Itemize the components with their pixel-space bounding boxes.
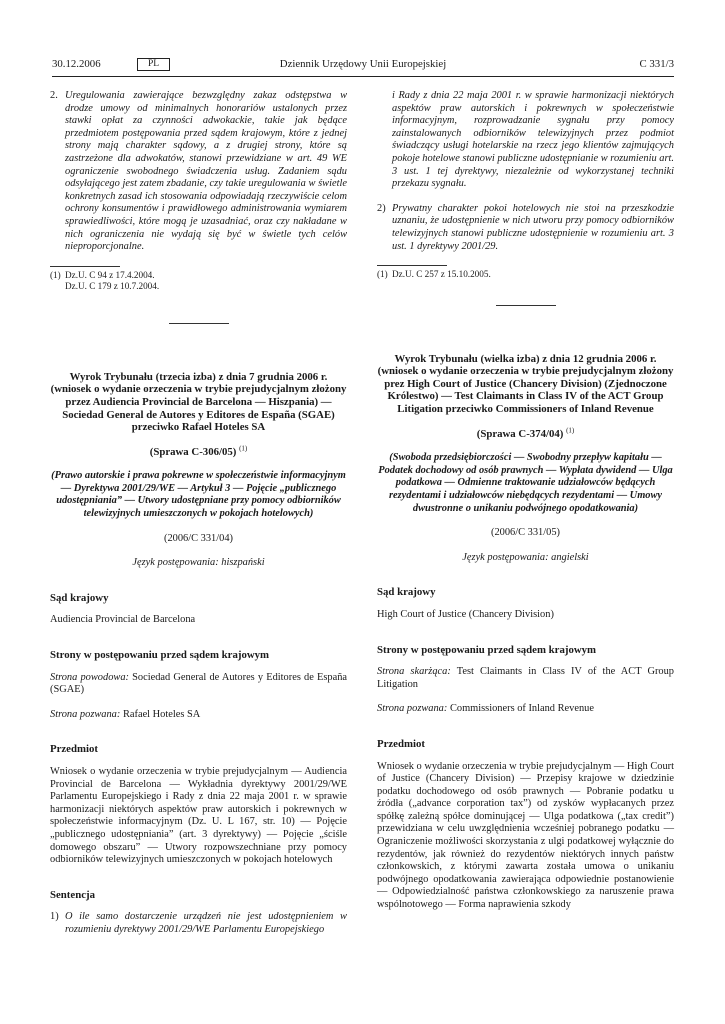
item-number: 2): [377, 202, 386, 214]
subject-text: Wniosek o wydanie orzeczenia w trybie prejudycjalnym — Audiencia Provincial de Barcelona — Wykładnia dyrektywy 2001/29/WE Parlamentu Europejskiego i Rady z dnia 22 maja 2001 r. w sprawie harmonizacji niektórych aspektów praw autorskich i pokrewnych w społeczeństwie informacyjnym (Dz. U. L 167, str. 10) — Pojęcie „publicznego udostępniania” (art. 3 dyrektywy) — Pojęcie „ściśle domowego obszaru” — Utwory rozpowszechniane przy pomocy odbiorników telewizyjnych umieszczonych w pokojach hotelowych: [50, 766, 347, 866]
defendant: [377, 703, 674, 716]
footnote-mark: (1): [50, 269, 61, 280]
case-keywords: (Swoboda przedsiębiorczości — Swobodny przepływ kapitału — Podatek dochodowy od osób prawnych — Wypłata dywidend — Ulga podatkowa — Odmienne traktowanie udziałowców będących rezydentami i udziałowców niebędących rezydentami — Umowy dwustronne o unikaniu podwójnego opodatkowania): [378, 452, 673, 514]
applicant: [50, 672, 347, 697]
case-title: Wyrok Trybunału (trzecia izba) z dnia 7 grudnia 2006 r. (wniosek o wydanie orzeczenia w trybie prejudycjalnym złożony przez Audiencia Provincial de Barcelona — Hiszpania) — Sociedad General de Autores y Editores de España (SGAE) przeciwko Rafael Hoteles SA: [50, 370, 347, 434]
official-reference: (2006/C 331/05): [491, 527, 560, 539]
defendant: [50, 709, 347, 722]
footnote-line: Dz.U. C 94 z 17.4.2004.: [65, 269, 155, 280]
applicant-label: Strona skarżąca:: [377, 666, 451, 678]
case-number: (Sprawa C-374/04): [476, 427, 564, 440]
section-heading: Strony w postępowaniu przed sądem krajowym: [50, 649, 270, 662]
footnote-line: Dz.U. C 257 z 15.10.2005.: [392, 269, 491, 280]
referring-court: Audiencia Provincial de Barcelona: [50, 614, 196, 626]
section-heading: Sentencja: [50, 888, 95, 901]
applicant-name: Sociedad General de Autores y Editores de España (SGAE): [50, 671, 347, 696]
section-heading: Sąd krajowy: [377, 586, 436, 599]
case-title: Wyrok Trybunału (wielka izba) z dnia 12 grudnia 2006 r. (wniosek o wydanie orzeczenia w trybie prejudycjalnym złożony prez High Court of Justice (Chancery Division) (Zjednoczone Królestwo) — Test Claimants in Class IV of the ACT Group Litigation przeciwko Commissioners of Inland Revenue: [377, 352, 674, 415]
subject-text: Wniosek o wydanie orzeczenia w trybie prejudycjalnym — High Court of Justice (Chancery Division) — Przepisy krajowe w dziedzinie podatku dochodowego od osób prawnych — Pobranie podatku u źródła („advance corporation tax”) od zysków wypłacanych przez spółkę zależną spółce dominującej — Ulga podatkowa („tax credit”) przewidziana w celu uwzględnienia wcześniej pobranego podatku — Ograniczenie możliwości skorzystania z ulgi podatkowej wyłącznie do rezydentów, jak również do rezydentów niektórych innych państw członkowskich, z którymi zawarta została umowa o unikaniu podwójnego opodatkowania zawierająca odpowiednie postanowienie — Odpowiedzialność państwa członkowskiego za naruszenie prawa wspólnotowego — Forma naprawienia szkody: [377, 760, 674, 911]
section-heading: Sąd krajowy: [50, 591, 109, 604]
case-number: (Sprawa C-306/05): [149, 445, 237, 458]
section-heading: Przedmiot: [50, 743, 98, 756]
referring-court: High Court of Justice (Chancery Division): [377, 608, 554, 620]
section-heading: Przedmiot: [377, 737, 425, 750]
footnote-mark: (1): [377, 269, 388, 280]
case-footnote-ref: (1): [239, 444, 248, 453]
footnote: [377, 269, 674, 281]
operative-item-1: [50, 911, 347, 936]
item-text: O ile samo dostarczenie urządzeń nie jest udostępnieniem w rozumieniu dyrektywy 2001/29/WE Parlamentu Europejskiego: [65, 911, 347, 935]
case-keywords: (Prawo autorskie i prawa pokrewne w społeczeństwie informacyjnym — Dyrektywa 2001/29/WE — Artykuł 3 — Pojęcie „publicznego udostępniania” — Utwory udostępniane przy pomocy odbiorników telewizyjnych umieszczonych w pokojach hotelowych): [51, 470, 346, 520]
right-column: [377, 90, 674, 912]
procedure-language: Język postępowania: hiszpański: [132, 557, 265, 569]
item-text: Uregulowania zawierające bezwzględny zakaz odstępstwa w drodze umowy od minimalnych honorariów ustalonych przez stawki opłat za czynności adwokackie, takie jak będące przedmiotem postępowania przed sądem krajowym, które z jednej strony mają charakter sądowy, a z drugiej strony, które są zastrzeżone dla adwokatów, stanowi przewidziane w art. 49 WE ograniczenie swobodnego świadczenia usług. Zadaniem sądu odsyłającego jest zatem zbadanie, czy takie uregulowania w świetle konkretnych zasad ich stosowania odpowiadają rzeczywiście celom ochrony konsumentów i prawidłowego administrowania wymiarem sprawiedliwości, które mogą je uzasadniać, oraz czy nakładane w nich ograniczenia nie wydają się być w świetle tych celów nieproporcjonalne.: [65, 90, 347, 253]
applicant-label: Strona powodowa:: [50, 671, 129, 683]
operative-item-1-continued: i Rady z dnia 22 maja 2001 r. w sprawie harmonizacji niektórych aspektów praw autorskich i pokrewnych w społeczeństwie informacyjnym, rozprowadzanie sygnału przy pomocy zainstalowanych odbiorników telewizyjnych przez podmiot świadczący usługi hotelarskie na rzecz jego klientów zajmujących pokoje hotelowe stanowi publiczne udostępnianie w rozumieniu art. 3 ust. 1 tej dyrektywy, niezależnie od wykorzystanej techniki przekazu sygnału.: [392, 90, 674, 190]
procedure-language: Język postępowania: angielski: [462, 551, 589, 563]
language-badge: PL: [137, 58, 170, 71]
item-number: 1): [50, 911, 59, 923]
section-separator: [496, 305, 556, 306]
footnote-rule: [50, 266, 120, 267]
defendant-label: Strona pozwana:: [377, 703, 448, 715]
ruling-item-2: [50, 90, 347, 254]
left-column: [50, 90, 347, 937]
section-heading: Strony w postępowaniu przed sądem krajowym: [377, 643, 597, 656]
applicant: [377, 666, 674, 691]
page-header: [52, 58, 674, 74]
item-number: 2.: [50, 90, 58, 101]
defendant-name: Rafael Hoteles SA: [122, 708, 201, 720]
section-separator: [169, 323, 229, 324]
page-number: C 331/3: [639, 58, 674, 70]
publication-date: 30.12.2006: [52, 58, 101, 70]
footnote-line: Dz.U. C 179 z 10.7.2004.: [65, 281, 160, 292]
defendant-label: Strona pozwana:: [50, 708, 121, 720]
header-rule: [52, 76, 674, 77]
applicant-name: Test Claimants in Class IV of the ACT Group Litigation: [377, 666, 674, 690]
footnote-rule: [377, 265, 447, 266]
case-number-line: [377, 428, 674, 441]
operative-item-2: [377, 203, 674, 253]
footnote: [50, 270, 347, 293]
journal-title: Dziennik Urzędowy Unii Europejskiej: [279, 58, 447, 70]
item-text: Prywatny charakter pokoi hotelowych nie stoi na przeszkodzie uznaniu, że udostępnienie w nich utworu przy pomocy odbiorników telewizyjnych stanowi publiczne udostępnienie w rozumieniu art. 3 ust. 1 dyrektywy 2001/29.: [392, 202, 674, 252]
defendant-name: Commissioners of Inland Revenue: [449, 703, 594, 715]
case-footnote-ref: (1): [566, 426, 575, 434]
official-reference: (2006/C 331/04): [164, 532, 233, 544]
case-number-line: [50, 446, 347, 459]
